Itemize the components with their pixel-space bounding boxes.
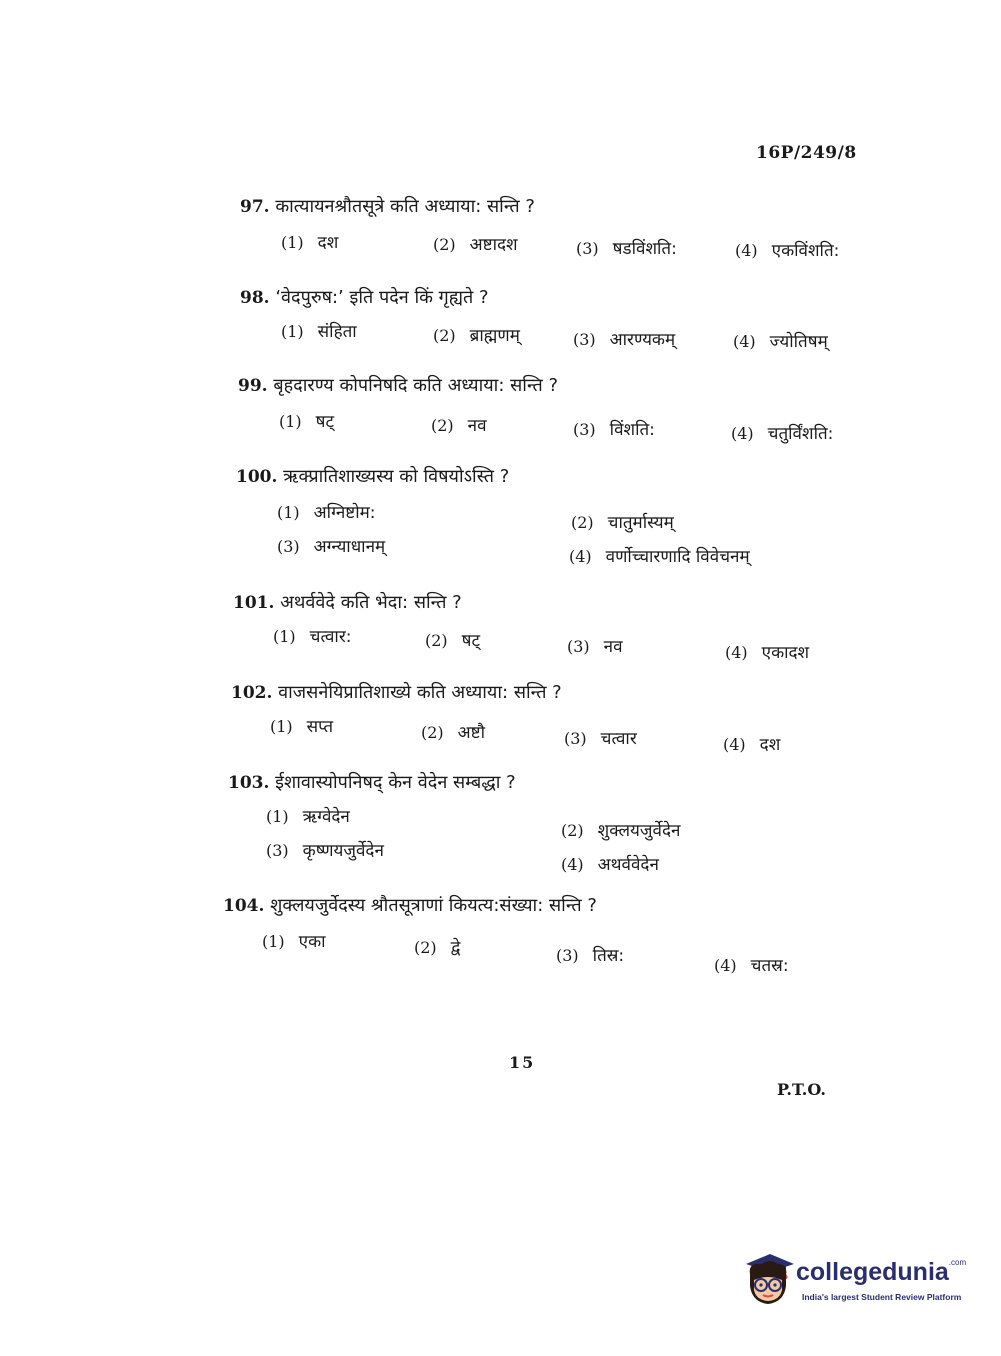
page-code: 16P/249/8 (756, 143, 857, 163)
option-2: (2) अष्टौ (421, 723, 485, 743)
option-1: (1) षट् (279, 412, 335, 432)
option-4: (4) एकादश (725, 643, 810, 663)
logo-name: collegedunia (796, 1258, 949, 1286)
question-104 (0, 893, 1001, 993)
option-3: (3) विंशति: (573, 420, 655, 440)
question-text: वाजसनेयिप्रातिशाख्ये कति अध्याया: सन्ति ? (278, 682, 562, 703)
option-1: (1) ऋग्वेदेन (266, 807, 350, 827)
question-text: ईशावास्योपनिषद् केन वेदेन सम्बद्धा ? (275, 772, 516, 793)
question-99 (0, 373, 1001, 473)
option-3: (3) नव (567, 637, 623, 657)
option-3: (3) चत्वार (564, 729, 637, 749)
question-number: 100. (236, 467, 278, 487)
option-3: (3) षडविंशति: (576, 239, 677, 259)
option-2: (2) द्वे (414, 938, 461, 958)
question-number: 97. (240, 197, 270, 217)
option-2: (2) शुक्लयजुर्वेदेन (561, 821, 681, 841)
option-3: (3) आरण्यकम् (573, 330, 676, 350)
question-number: 103. (228, 773, 270, 793)
question-text: ‘वेदपुरुष:’ इति पदेन किं गृह्यते ? (275, 287, 489, 308)
option-2: (2) नव (431, 416, 487, 436)
option-2: (2) चातुर्मास्यम् (571, 513, 674, 533)
collegedunia-logo (740, 1252, 970, 1310)
question-number: 101. (233, 593, 275, 613)
question-number: 104. (223, 896, 265, 916)
option-2: (2) ब्राह्मणम् (433, 326, 520, 346)
option-3: (3) अग्न्याधानम् (277, 537, 386, 557)
option-2: (2) षट् (425, 631, 481, 651)
question-97 (0, 194, 1001, 294)
question-103 (0, 770, 1001, 880)
option-1: (1) चत्वार: (273, 627, 352, 647)
logo-suffix: .com (948, 1258, 967, 1267)
option-1: (1) संहिता (281, 322, 357, 342)
logo-tagline: India's largest Student Review Platform (802, 1292, 962, 1302)
option-2: (2) अष्टादश (433, 235, 518, 255)
option-4: (4) ज्योतिषम् (733, 332, 828, 352)
option-4: (4) अथर्ववेदेन (561, 855, 659, 875)
question-text: शुक्लयजुर्वेदस्य श्रौतसूत्राणां कियत्य:संख्या: सन्ति ? (270, 895, 597, 916)
option-3: (3) तिस्र: (556, 946, 625, 966)
pto-label: P.T.O. (777, 1080, 826, 1099)
option-4: (4) चतुर्विंशति: (731, 424, 834, 444)
page-number: 15 (509, 1053, 536, 1072)
option-3: (3) कृष्णयजुर्वेदेन (266, 841, 384, 861)
option-1: (1) सप्त (270, 717, 334, 737)
question-101 (0, 590, 1001, 690)
option-4: (4) वर्णोच्चारणादि विवेचनम् (569, 547, 750, 567)
question-98 (0, 285, 1001, 385)
question-text: बृहदारण्य कोपनिषदि कति अध्याया: सन्ति ? (273, 375, 559, 396)
question-text: अथर्ववेदे कति भेदा: सन्ति ? (280, 592, 462, 613)
question-number: 99. (238, 376, 268, 396)
question-text: कात्यायनश्रौतसूत्रे कति अध्याया: सन्ति ? (275, 196, 535, 217)
option-4: (4) एकविंशति: (735, 241, 840, 261)
option-1: (1) अग्निष्टोम: (277, 503, 376, 523)
question-text: ऋक्प्रातिशाख्यस्य को विषयोऽस्ति ? (283, 466, 510, 487)
question-100 (0, 464, 1001, 574)
option-4: (4) चतस्र: (714, 956, 789, 976)
question-102 (0, 680, 1001, 780)
option-4: (4) दश (723, 735, 781, 755)
question-number: 98. (240, 288, 270, 308)
option-1: (1) दश (281, 233, 339, 253)
option-1: (1) एका (262, 932, 326, 952)
mascot-icon (740, 1252, 798, 1310)
question-number: 102. (231, 683, 273, 703)
